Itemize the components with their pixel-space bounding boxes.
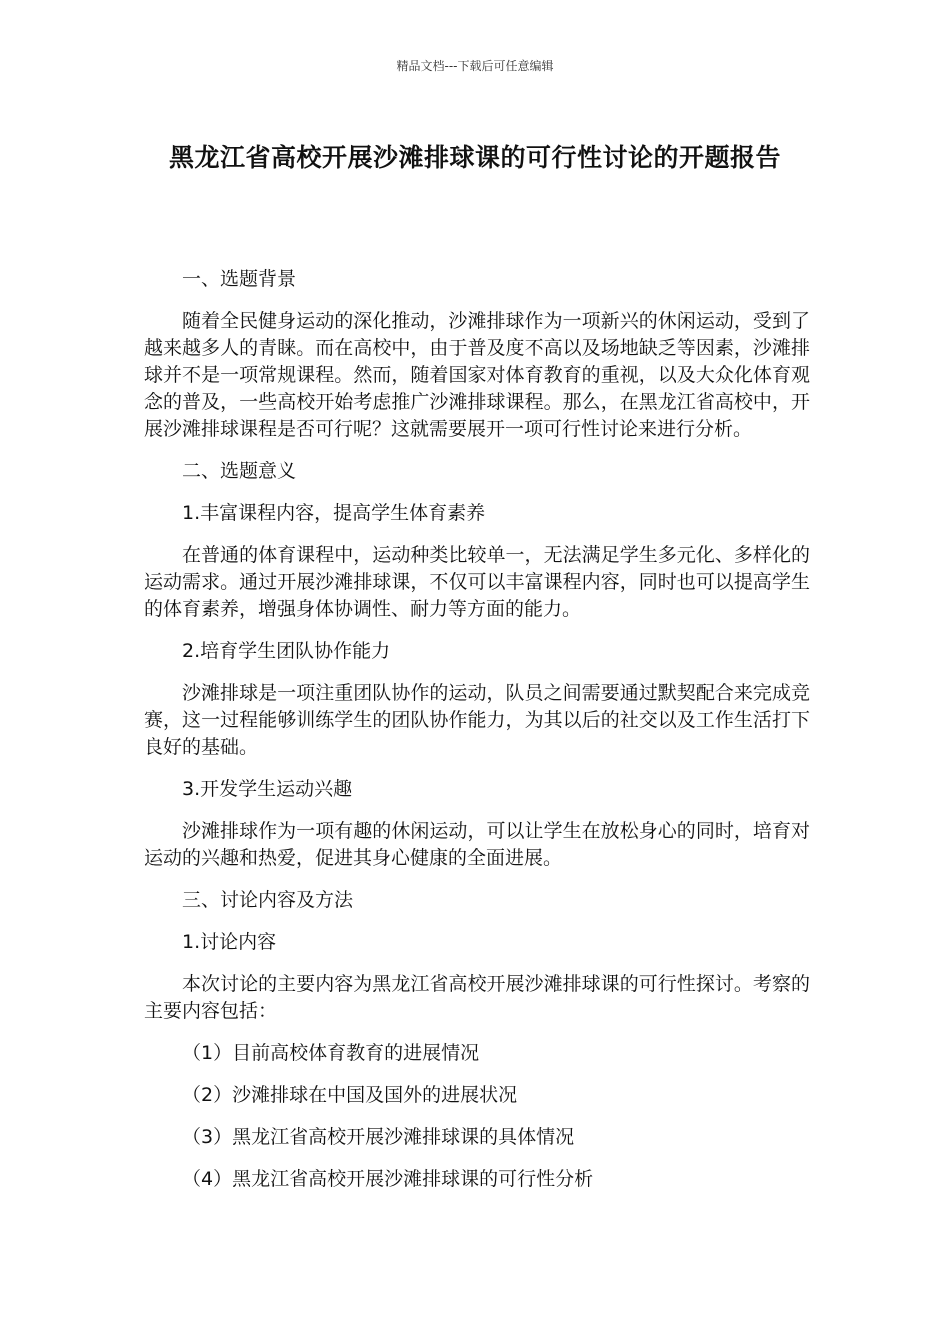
- subheading-enrich-curriculum: 1.丰富课程内容，提高学生体育素养: [182, 502, 486, 524]
- paragraph-research-content: 本次讨论的主要内容为黑龙江省高校开展沙滩排球课的可行性探讨。考察的主要内容包括：: [144, 973, 810, 1022]
- list-item: （4）黑龙江省高校开展沙滩排球课的可行性分析: [182, 1168, 594, 1190]
- section-heading-methods: 三、讨论内容及方法: [182, 889, 354, 911]
- paragraph-background: 随着全民健身运动的深化推动，沙滩排球作为一项新兴的休闲运动，受到了越来越多人的青睐。而在高校中，由于普及度不高以及场地缺乏等因素，沙滩排球并不是一项常规课程。然而，随着国家对体育教育的重视，以及大众化体育观念的普及，一些高校开始考虑推广沙滩排球课程。那么，在黑龙江省高校中，开展沙滩排球课程是否可行呢？这就需要展开一项可行性讨论来进行分析。: [144, 310, 810, 440]
- paragraph-interest: 沙滩排球作为一项有趣的休闲运动，可以让学生在放松身心的同时，培育对运动的兴趣和热爱，促进其身心健康的全面进展。: [144, 820, 810, 869]
- document-body: [144, 266, 810, 1208]
- subheading-research-content: 1.讨论内容: [182, 931, 277, 953]
- list-item: （3）黑龙江省高校开展沙滩排球课的具体情况: [182, 1126, 575, 1148]
- list-item: （1）目前高校体育教育的进展情况: [182, 1042, 480, 1064]
- paragraph-enrich-curriculum: 在普通的体育课程中，运动种类比较单一，无法满足学生多元化、多样化的运动需求。通过开展沙滩排球课，不仅可以丰富课程内容，同时也可以提高学生的体育素养，增强身体协调性、耐力等方面的能力。: [144, 544, 810, 620]
- paragraph-teamwork: 沙滩排球是一项注重团队协作的运动，队员之间需要通过默契配合来完成竞赛，这一过程能够训练学生的团队协作能力，为其以后的社交以及工作生活打下良好的基础。: [144, 682, 810, 758]
- subheading-teamwork: 2.培育学生团队协作能力: [182, 640, 391, 662]
- subheading-interest: 3.开发学生运动兴趣: [182, 778, 353, 800]
- list-item: （2）沙滩排球在中国及国外的进展状况: [182, 1084, 518, 1106]
- page-header: 精品文档---下载后可任意编辑: [396, 59, 554, 73]
- section-heading-significance: 二、选题意义: [182, 460, 297, 482]
- document-title: 黑龙江省高校开展沙滩排球课的可行性讨论的开题报告: [168, 143, 781, 172]
- section-heading-background: 一、选题背景: [182, 268, 297, 290]
